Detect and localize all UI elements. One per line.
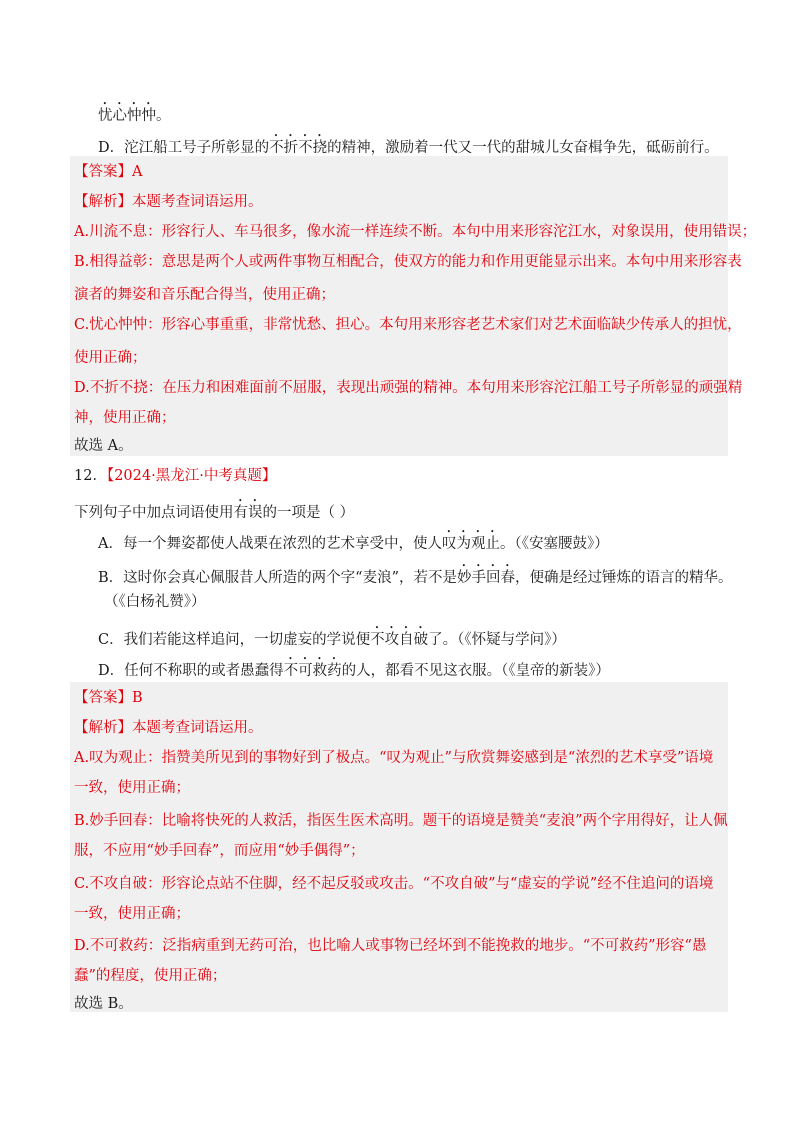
question-source: 【2024·黑龙江·中考真题】 — [106, 468, 277, 484]
dotted-phrase: 有误 — [233, 505, 263, 521]
q12-analysis-line: B.妙手回春：比喻将快死的人救活，指医生医术高明。题干的语境是赞美“麦浪”两个字用得好，让人佩 — [74, 813, 728, 829]
dotted-phrase: 不折不挠 — [269, 140, 328, 156]
dotted-phrase: 忧心忡忡 — [98, 108, 156, 124]
q12-conclusion: 故选 B。 — [74, 996, 133, 1012]
q11-conclusion: 故选 A。 — [74, 438, 133, 454]
q11-analysis-line: C.忧心忡忡：形容心事重重，非常忧愁、担心。本句用来形容老艺术家们对艺术面临缺少传承人的担忧， — [74, 317, 742, 333]
q11-analysis-line: 演者的舞姿和音乐配合得当，使用正确； — [74, 287, 335, 303]
dotted-phrase: 叹为观止 — [441, 536, 500, 552]
q12-analysis-line: 一致，使用正确； — [74, 780, 190, 796]
q12-analysis-line: C.不攻自破：形容论点站不住脚，经不起反驳或攻击。“不攻自破”与“虚妄的学说”经不住追问的语境 — [74, 876, 714, 892]
q11-analysis-title: 【解析】本题考查词语运用。 — [74, 194, 263, 210]
q11-option-d: D．沱江船工号子所彰显的不折不挠的精神，激励着一代又一代的甜城儿女奋楫争先，砥砺前行。 — [98, 140, 719, 156]
q12-option-a: A．每一个舞姿都使人战栗在浓烈的艺术享受中，使人叹为观止。（《安塞腰鼓》） — [98, 536, 609, 552]
q12-analysis-line: D.不可救药：泛指病重到无药可治，也比喻人或事物已经坏到不能挽救的地步。“不可救药”形容“愚 — [74, 938, 707, 954]
q11-analysis-line: A.川流不息：形容行人、车马很多，像水流一样连续不断。本句中用来形容沱江水，对象误用，使用错误； — [74, 224, 757, 240]
q12-stem: 下列句子中加点词语使用有误的一项是（ ） — [74, 505, 355, 521]
q12-option-b: B．这时你会真心佩服昔人所造的两个字“麦浪”，若不是妙手回春，便确是经过锤炼的语言的精华。 — [98, 570, 733, 586]
q12-option-c: C．我们若能这样追问，一切虚妄的学说便不攻自破了。（《怀疑与学问》） — [98, 632, 566, 648]
q12-analysis-line: 服，不应用“妙手回春”，而应用“妙手偶得”； — [74, 843, 365, 859]
question-number: 12． — [74, 468, 107, 484]
q11-option-c-continuation: 忧心忡忡。 — [98, 108, 171, 124]
q11-answer: 【答案】A — [74, 164, 143, 180]
q12-option-d: D．任何不称职的或者愚蠢得不可救药的人，都看不见这衣服。（《皇帝的新装》） — [98, 663, 610, 679]
q12-analysis-title: 【解析】本题考查词语运用。 — [74, 720, 263, 736]
dotted-phrase: 不攻自破 — [370, 632, 429, 648]
q12-header — [74, 466, 276, 486]
q11-analysis-line: 使用正确； — [74, 350, 147, 366]
q12-analysis-line: 一致，使用正确； — [74, 906, 190, 922]
q12-option-b-source: （《白杨礼赞》） — [104, 594, 206, 610]
q11-analysis-line: D.不折不挠：在压力和困难面前不屈服，表现出顽强的精神。本句用来形容沱江船工号子所彰显的顽强精 — [74, 380, 743, 396]
dotted-phrase: 妙手回春 — [456, 570, 515, 586]
q11-analysis-line: B.相得益彰：意思是两个人或两件事物互相配合，使双方的能力和作用更能显示出来。本句中用来形容表 — [74, 254, 742, 270]
dotted-phrase: 不可救药 — [283, 663, 342, 679]
q12-analysis-line: 蠢”的程度，使用正确； — [74, 968, 227, 984]
q12-answer: 【答案】B — [74, 690, 143, 706]
q12-analysis-line: A.叹为观止：指赞美所见到的事物好到了极点。“叹为观止”与欣赏舞姿感到是“浓烈的艺术享受”语境 — [74, 750, 714, 766]
q11-analysis-line: 神，使用正确； — [74, 410, 176, 426]
